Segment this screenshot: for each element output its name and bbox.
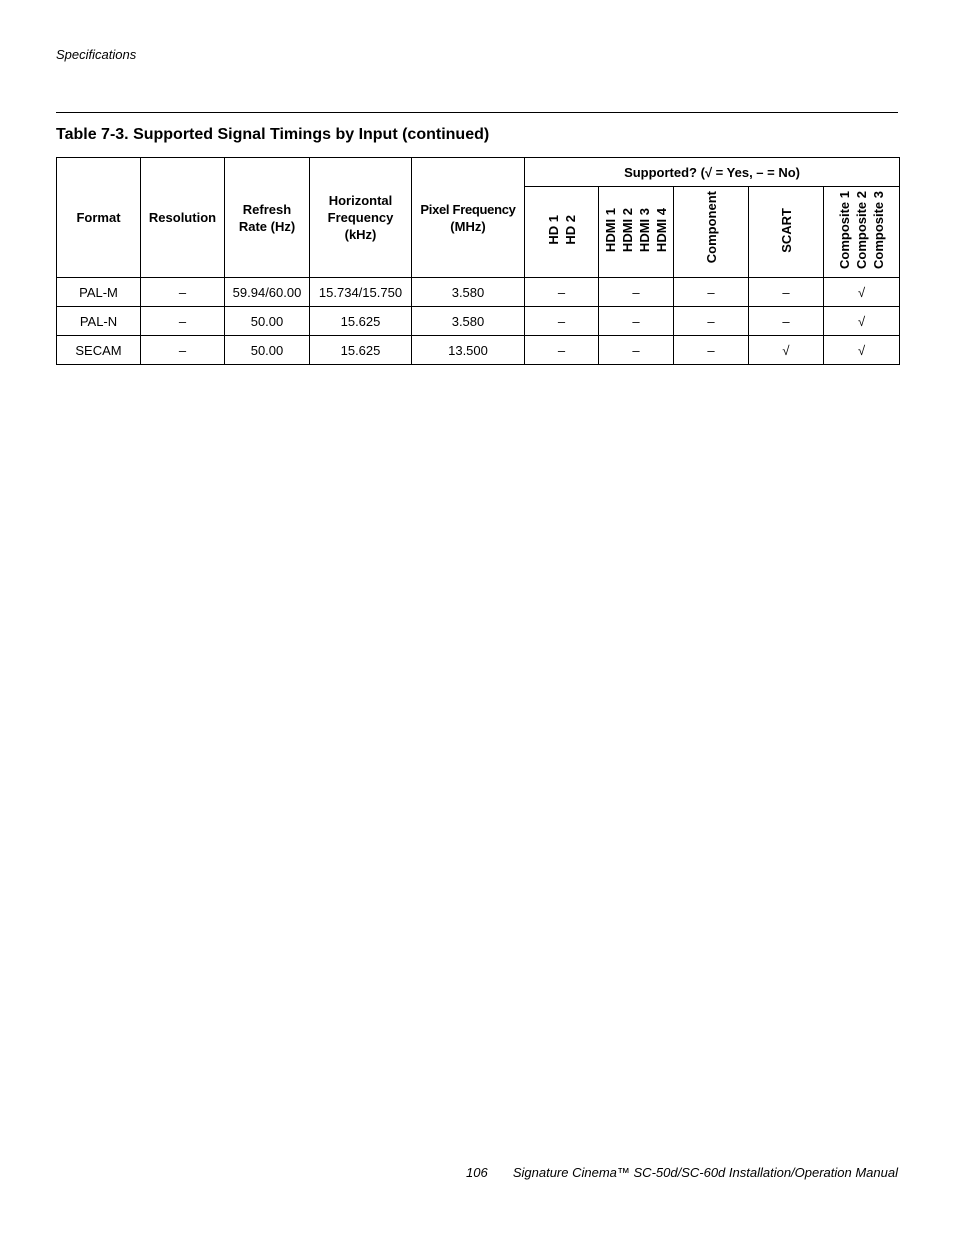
cell-hdmi: – (599, 307, 674, 336)
input-label-composite3: Composite 3 (871, 190, 887, 269)
cell-horizontal: 15.734/15.750 (310, 278, 412, 307)
col-header-resolution: Resolution (141, 158, 225, 278)
cell-resolution: – (141, 307, 225, 336)
table-title: Table 7-3. Supported Signal Timings by Input (continued) (56, 126, 490, 143)
refresh-label-line1: Refresh (242, 201, 292, 217)
cell-resolution: – (141, 278, 225, 307)
cell-horizontal: 15.625 (310, 307, 412, 336)
cell-component: – (674, 278, 749, 307)
cell-composite: √ (824, 307, 900, 336)
cell-pixel: 3.580 (412, 278, 525, 307)
input-label-hd2: HD 2 (562, 215, 578, 245)
col-header-component (674, 187, 749, 278)
cell-hd: – (525, 278, 599, 307)
cell-pixel: 13.500 (412, 336, 525, 365)
col-header-supported: Supported? (√ = Yes, – = No) (525, 158, 900, 187)
col-header-pixel (412, 158, 525, 278)
cell-composite: √ (824, 278, 900, 307)
input-label-component: Component (703, 191, 719, 264)
cell-format: PAL-N (57, 307, 141, 336)
header-rule (56, 112, 898, 113)
col-header-horizontal (310, 158, 412, 278)
refresh-label-line2: Rate (Hz) (238, 218, 296, 234)
cell-format: PAL-M (57, 278, 141, 307)
manual-title: Signature Cinema™ SC-50d/SC-60d Installation/Operation Manual (512, 1165, 898, 1180)
cell-pixel: 3.580 (412, 307, 525, 336)
input-label-composite2: Composite 2 (854, 190, 870, 269)
cell-component: – (674, 307, 749, 336)
cell-hd: – (525, 307, 599, 336)
cell-refresh: 50.00 (225, 336, 310, 365)
input-label-hdmi2: HDMI 2 (620, 207, 635, 253)
col-header-hdmi (599, 187, 674, 278)
col-header-hd (525, 187, 599, 278)
input-label-scart: SCART (778, 207, 794, 253)
col-header-format: Format (57, 158, 141, 278)
cell-composite: √ (824, 336, 900, 365)
running-head: Specifications (56, 47, 137, 62)
horizontal-label-line1: Horizontal (328, 193, 393, 208)
input-label-composite1: Composite 1 (837, 190, 853, 269)
table-row (57, 278, 900, 307)
cell-scart: √ (749, 336, 824, 365)
input-label-hd1: HD 1 (545, 215, 561, 245)
col-header-composite (824, 187, 900, 278)
page-number: 106 (466, 1165, 488, 1180)
cell-hdmi: – (599, 336, 674, 365)
cell-refresh: 50.00 (225, 307, 310, 336)
col-header-refresh (225, 158, 310, 278)
col-header-scart (749, 187, 824, 278)
table-row (57, 307, 900, 336)
pixel-label-line1: Pixel Frequency (420, 201, 516, 217)
cell-horizontal: 15.625 (310, 336, 412, 365)
cell-resolution: – (141, 336, 225, 365)
horizontal-label-line3: (kHz) (344, 227, 377, 242)
cell-refresh: 59.94/60.00 (225, 278, 310, 307)
cell-hd: – (525, 336, 599, 365)
input-label-hdmi3: HDMI 3 (637, 207, 652, 253)
signal-timings-table (56, 157, 900, 365)
input-label-hdmi1: HDMI 1 (603, 207, 618, 253)
horizontal-label-line2: Frequency (327, 210, 394, 225)
cell-scart: – (749, 278, 824, 307)
pixel-label-line2: (MHz) (450, 218, 486, 234)
cell-component: – (674, 336, 749, 365)
cell-hdmi: – (599, 278, 674, 307)
input-label-hdmi4: HDMI 4 (654, 207, 669, 253)
cell-scart: – (749, 307, 824, 336)
cell-format: SECAM (57, 336, 141, 365)
table-row (57, 336, 900, 365)
